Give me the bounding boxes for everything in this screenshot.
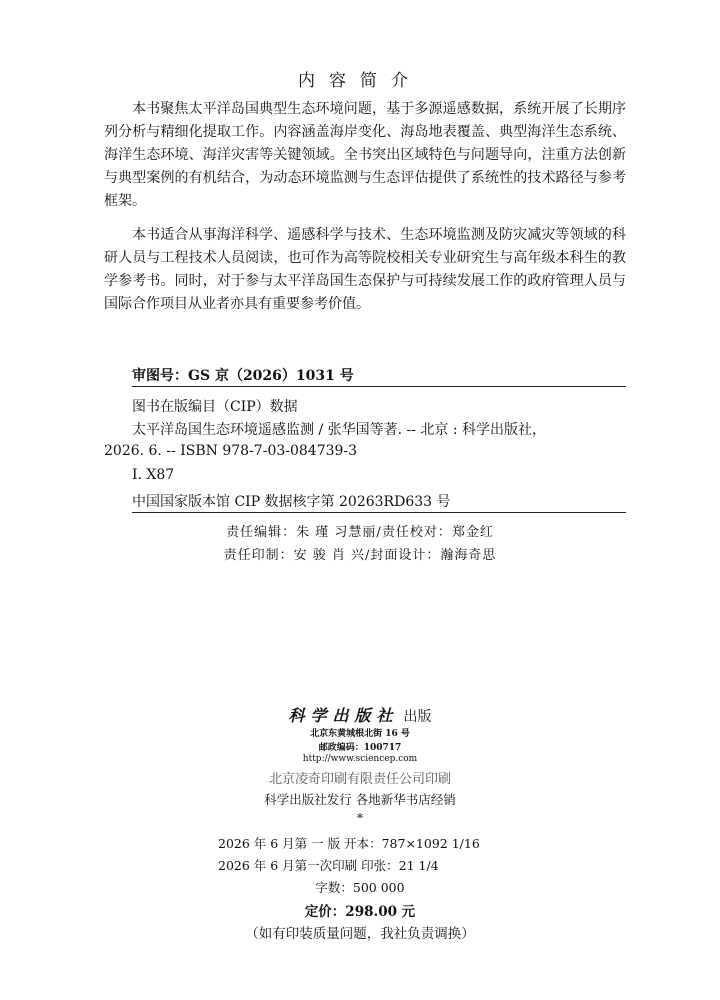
intro-paragraph-1: 本书聚焦太平洋岛国典型生态环境问题，基于多源遥感数据，系统开展了长期序列分析与精细化提取工作。内容涵盖海岸变化、海岛地表覆盖、典型海洋生态系统、海洋生态环境、海洋灾害等关键领域。全书突出区域特色与问题导向，注重方法创新与典型案例的有机结合，为动态环境监测与生态评估提供了系统性的技术路径与参考框架。 — [104, 101, 626, 209]
separator-star: * — [356, 810, 364, 825]
publisher-address: 北京东黄城根北街 16 号 — [310, 729, 410, 739]
publisher-postcode: 邮政编码：100717 — [318, 743, 402, 753]
divider-bottom — [132, 512, 626, 513]
credits-line-1: 责任编辑：朱 瑾 习慧丽/责任校对：郑金红 — [226, 525, 494, 540]
cip-heading: 图书在版编目（CIP）数据 — [132, 399, 298, 415]
credits-line-2: 责任印制：安 骏 肖 兴/封面设计：瀚海奇思 — [223, 548, 497, 563]
price: 定价：298.00 元 — [304, 904, 416, 920]
cip-line-3: Ⅰ. X87 — [132, 467, 175, 483]
cip-line-2: 2026. 6. -- ISBN 978-7-03-084739-3 — [104, 443, 358, 459]
cip-line-1: 太平洋岛国生态环境遥感监测 / 张华国等著. -- 北京 : 科学出版社， — [132, 422, 547, 438]
publisher-url: http://www.sciencep.com — [302, 754, 418, 764]
cip-line-4: 中国国家版本馆 CIP 数据核字第 20263RD633 号 — [132, 494, 451, 510]
distribution-line: 科学出版社发行 各地新华书店经销 — [264, 792, 456, 807]
page-title: 内容简介 — [298, 71, 422, 91]
map-review-number: 审图号：GS 京（2026）1031 号 — [132, 368, 354, 384]
intro-paragraph-2: 本书适合从事海洋科学、遥感科学与技术、生态环境监测及防灾减灾等领域的科研人员与工程技术人员阅读，也可作为高等院校相关专业研究生与高年级本科生的教学参考书。同时，对于参与太平洋岛国生态保护与可持续发展工作的政府管理人员与国际合作项目从业者亦具有重要参考价值。 — [104, 227, 626, 312]
publisher-suffix: 出版 — [403, 709, 432, 725]
divider-top — [132, 386, 626, 387]
quality-note: （如有印装质量问题，我社负责调换） — [245, 926, 475, 942]
edition-line-1: 2026 年 6 月第 一 版 开本：787×1092 1/16 — [218, 836, 480, 851]
publisher-block — [0, 703, 720, 726]
edition-line-2: 2026 年 6 月第一次印刷 印张：21 1/4 — [218, 858, 439, 873]
publisher-name: 科学出版社 — [288, 706, 399, 725]
printer-line: 北京凌奇印刷有限责任公司印刷 — [268, 772, 451, 787]
word-count: 字数：500 000 — [315, 880, 405, 895]
